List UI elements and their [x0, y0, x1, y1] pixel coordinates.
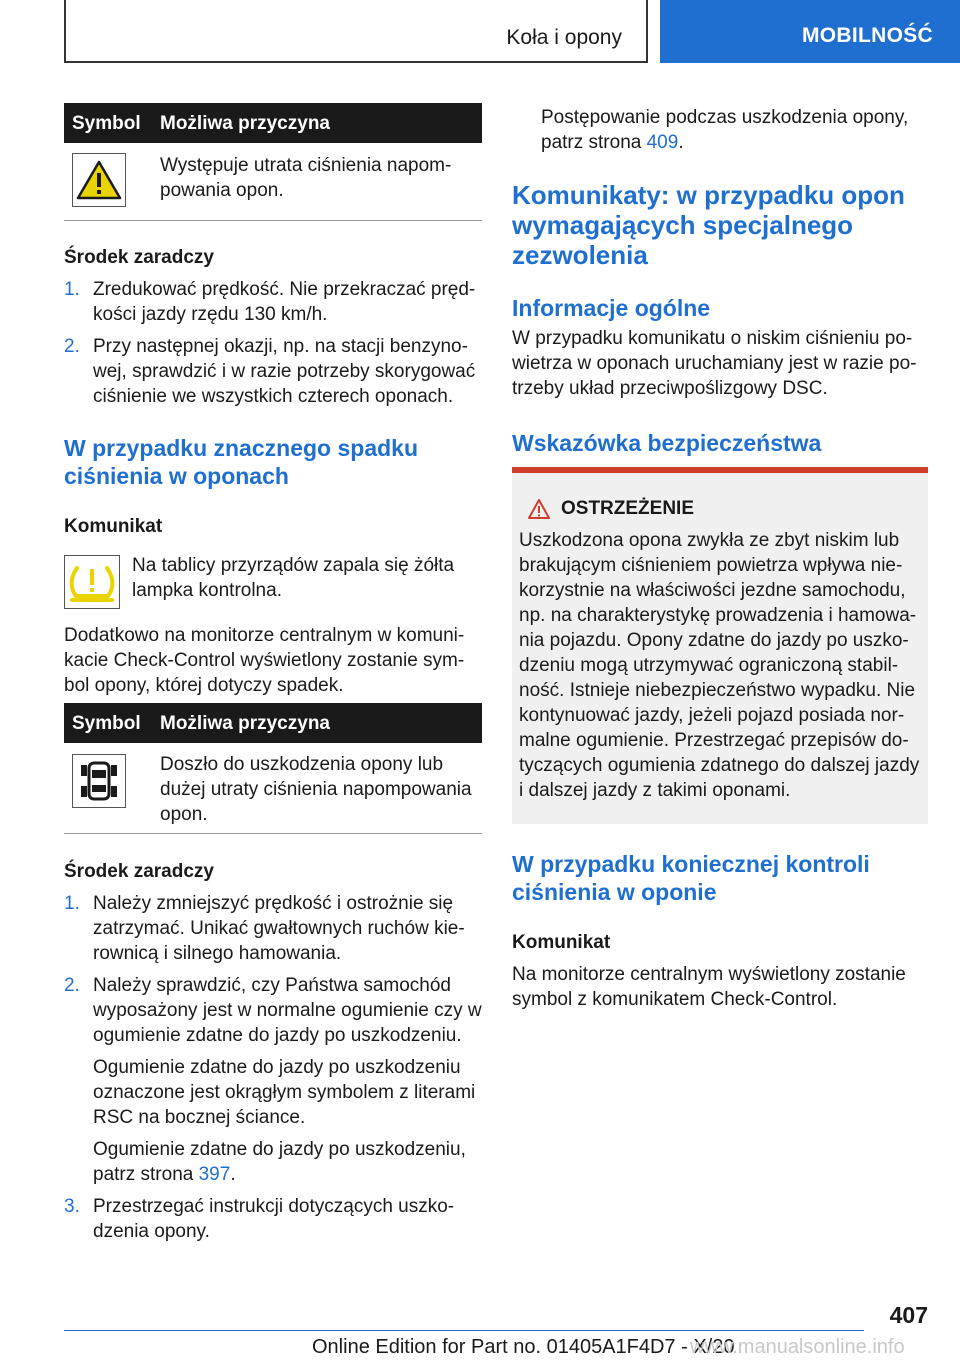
check-control-paragraph: Dodatkowo na monitorze centralnym w komuni- kacie Check-Control wyświetlony zostanie sym- bol opony, której dotyczy spadek.	[64, 625, 465, 696]
header-box	[64, 0, 648, 63]
col-symbol: Symbol	[72, 713, 141, 734]
list-item: 3. Przestrzegać instrukcji dotyczących uszko- dzenia opony.	[64, 1196, 455, 1242]
table-header	[64, 703, 482, 743]
footer-divider	[64, 1330, 864, 1331]
page-link-397[interactable]: 397	[198, 1164, 231, 1185]
remedy-1	[64, 245, 482, 416]
warning-text: Uszkodzona opona zwykła ze zbyt niskim lub brakującym ciśnieniem powietrza wpływa nie- korzystnie na właściwości jezdne samochodu, np. na charakterystykę prowadzenia i hamowa- nia pojazdu. Opony zdatne do jazdy po uszko- dzeniu mogą utrzymywać ograniczoną stabil- ność. Istnieje niebezpieczeństwo wypadku. Nie kontynuować jazdy, jeżeli pojazd posiada nor- malne ogumienie. Przestrzegać przepisów do- tyczących ogumienia zdatnego do dalszej jazdy i dalszej jazdy z takimi oponami.	[519, 530, 920, 801]
cause-text: Występuje utrata ciśnienia napom- powania opon.	[160, 155, 452, 201]
tire-pressure-warning-icon	[64, 555, 120, 609]
sub-paragraph: Ogumienie zdatne do jazdy po uszkodzeniu, patrz strona 397.	[93, 1139, 466, 1185]
warning-box	[512, 467, 928, 824]
warning-title: OSTRZEŻENIE	[527, 498, 920, 520]
list-item: 1. Zredukować prędkość. Nie przekraczać pręd- kości jazdy rzędu 130 km/h.	[64, 279, 476, 325]
list-item: 1. Należy zmniejszyć prędkość i ostrożnie się zatrzymać. Unikać gwałtownych ruchów kie- rownicą i silnego hamowania.	[64, 893, 465, 964]
section-heading: W przypadku znacznego spadku ciśnienia w oponach	[64, 435, 418, 489]
message-label: Komunikat	[64, 516, 163, 537]
check-label: Komunikat	[512, 932, 611, 953]
page-number: 407	[889, 1302, 928, 1328]
intro-paragraph: Postępowanie podczas uszkodzenia opony, patrz strona 409.	[541, 107, 909, 153]
info-text: W przypadku komunikatu o niskim ciśnieniu po- wietrza w oponach uruchamiany jest w razie po- trzeby układ przeciwpoślizgowy DSC.	[512, 328, 917, 399]
header-section-title: Koła i opony	[506, 26, 622, 49]
col-cause: Możliwa przyczyna	[160, 713, 330, 734]
cause-text: Doszło do uszkodzenia opony lub dużej utraty ciśnienia napompowania opon.	[160, 754, 472, 825]
remedy-steps	[64, 891, 482, 1244]
remedy-label: Środek zaradczy	[64, 861, 214, 882]
table-row	[64, 743, 482, 834]
symbol-table-1	[64, 103, 482, 221]
lamp-text: Na tablicy przyrządów zapala się żółta lampka kontrolna.	[132, 555, 455, 601]
remedy-2	[64, 859, 482, 1251]
check-text: Na monitorze centralnym wyświetlony zostanie symbol z komunikatem Check-Control.	[512, 964, 906, 1010]
check-heading: W przypadku koniecznej kontroli ciśnienia w oponie	[512, 851, 870, 905]
table-header	[64, 103, 482, 143]
sub-paragraph: Ogumienie zdatne do jazdy po uszkodzeniu oznaczone jest okrągłym symbolem z literami RSC na bocznej ściance.	[93, 1057, 476, 1128]
edition-text: Online Edition for Part no. 01405A1F4D7 - X/20	[312, 1336, 735, 1358]
safety-heading: Wskazówka bezpieczeństwa	[512, 430, 822, 456]
page-link-409[interactable]: 409	[646, 132, 679, 153]
main-heading: Komunikaty: w przypadku opon wymagających specjalnego zezwolenia	[512, 180, 905, 270]
warning-triangle-icon	[72, 153, 126, 207]
warning-triangle-icon	[527, 498, 551, 520]
symbol-table-2	[64, 703, 482, 834]
list-item: 2. Należy sprawdzić, czy Państwa samochód wyposażony jest w normalne ogumienie czy w ogumienie zdatne do jazdy po uszkodzeniu. Ogumienie zdatne do jazdy po uszkodzeniu oznaczone jest okrągłym symbolem z literami RSC na bocznej ściance. Ogumienie zdatne do jazdy po uszkodzeniu, patrz strona 397.	[64, 975, 482, 1185]
col-symbol: Symbol	[72, 113, 141, 134]
car-tire-damage-icon	[72, 754, 126, 808]
list-item: 2. Przy następnej okazji, np. na stacji benzyno- wej, sprawdzić i w razie potrzeby skorygować ciśnienie we wszystkich czterech oponach.	[64, 336, 476, 407]
header-chapter-tab[interactable]: MOBILNOŚĆ	[660, 0, 960, 63]
watermark: www.manualsonline.info	[690, 1336, 905, 1358]
info-heading: Informacje ogólne	[512, 295, 711, 321]
col-cause: Możliwa przyczyna	[160, 113, 330, 134]
remedy-steps	[64, 277, 482, 409]
table-row	[64, 143, 482, 221]
remedy-label: Środek zaradczy	[64, 247, 214, 268]
